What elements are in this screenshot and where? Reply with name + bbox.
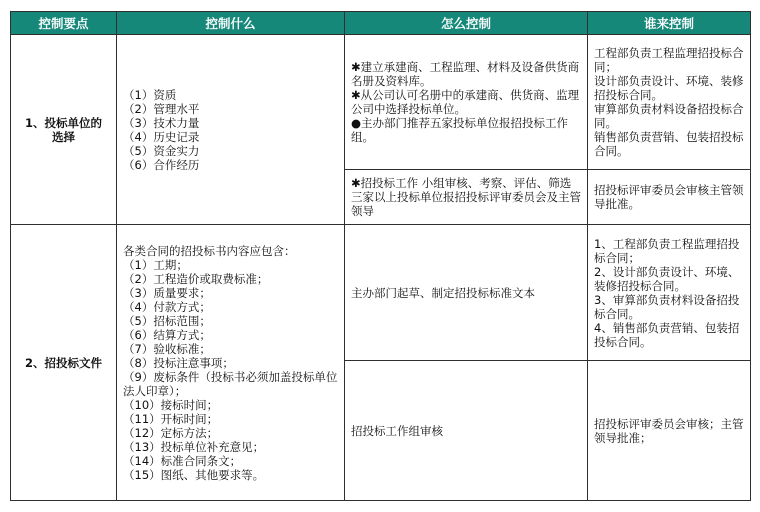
table-row <box>11 225 751 361</box>
control-who-cell: 1、工程部负责工程监理招投标合同； 2、设计部负责设计、环境、装修招投标合同。 3、审算部负责材料设备招投标合同。 4、销售部负责营销、包装招投标合同。 <box>588 225 751 361</box>
control-how-cell: 主办部门起草、制定招投标标准文本 <box>345 225 588 361</box>
control-who-cell: 招投标评审委员会审核主管领导批准。 <box>588 170 751 225</box>
control-who-cell: 工程部负责工程监理招投标合同； 设计部负责设计、环境、装修招投标合同。 审算部负责材料设备招投标合同。 销售部负责营销、包装招投标合同。 <box>588 35 751 170</box>
control-who-cell: 招投标评审委员会审核；主管领导批准； <box>588 361 751 501</box>
control-how-cell: 招投标工作组审核 <box>345 361 588 501</box>
control-what-cell: （1）资质 （2）管理水平 （3）技术力量 （4）历史记录 （5）资金实力 （6）合作经历 <box>117 35 345 225</box>
control-how-cell: ✱招投标工作 小组审核、考察、评估、筛选三家以上投标单位报招投标评审委员会及主管领导 <box>345 170 588 225</box>
header-row <box>11 12 751 35</box>
header-control-what: 控制什么 <box>117 12 345 35</box>
header-control-who: 谁来控制 <box>588 12 751 35</box>
header-control-how: 怎么控制 <box>345 12 588 35</box>
control-what-cell: 各类合同的招投标书内容应包含： （1）工期； （2）工程造价或取费标准； （3）质量要求； （4）付款方式； （5）招标范围； （6）结算方式； （7）验收标准； （8）投标注意事项； （9）废标条件（投标书必须加盖投标单位法人印章）； （10）接标时间； （11）开标时间； （12）定标方法； （13）投标单位补充意见； （14）标准合同条文； （15）图纸、其他要求等。 <box>117 225 345 501</box>
control-point-cell: 2、招投标文件 <box>11 225 117 501</box>
header-control-point: 控制要点 <box>11 12 117 35</box>
control-how-cell: ✱建立承建商、工程监理、材料及设备供货商名册及资料库。 ✱从公司认可名册中的承建商、供货商、监理公司中选择投标单位。 ●主办部门推荐五家投标单位报招投标工作组。 <box>345 35 588 170</box>
control-point-cell: 1、投标单位的 选择 <box>11 35 117 225</box>
table-row <box>11 35 751 170</box>
control-table <box>10 11 751 501</box>
